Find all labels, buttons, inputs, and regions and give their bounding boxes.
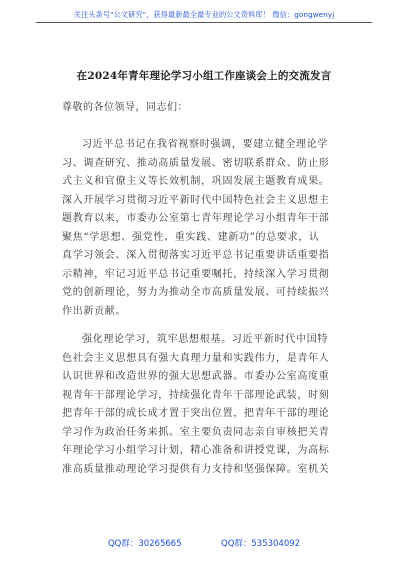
salutation: 尊敬的各位领导，同志们： <box>62 102 188 113</box>
header-banner: 关注头条号"公文研究"，获得最新最全最专业的公文资料库！ 微信：gongwenyj <box>73 10 335 19</box>
text-line: 强化理论学习，筑牢思想根基。习近平新时代中国特 <box>82 334 329 345</box>
text-line: 年理论学习小组学习计划，精心准备和讲授党课，为高标 <box>62 445 330 456</box>
footer-qq-left: QQ群：30265665 <box>107 539 182 549</box>
text-line: 习、调查研究、推动高质量发展、密切联系群众、防止形 <box>62 157 330 169</box>
text-line: 聚焦“学思想、强党性、重实践、建新功”的总要求，认 <box>62 231 320 243</box>
document-title: 在2024年青年理论学习小组工作座谈会上的交流发言 <box>76 70 332 82</box>
paragraph-2 <box>62 331 354 479</box>
text-line: 式主义和官僚主义等长效机制，巩固发展主题教育成果。 <box>62 176 330 187</box>
text-line: 学习作为政治任务来抓。室主要负责同志亲自审核把关青 <box>62 426 330 438</box>
text-line: 把青年干部的成长成才置于突出位置，把青年干部的理论 <box>62 408 330 419</box>
text-line: 色社会主义思想具有强大真理力量和实践伟力，是青年人 <box>62 352 330 364</box>
text-line: 示精神，牢记习近平总书记重要嘱托，持续深入学习贯彻 <box>62 268 330 280</box>
footer-qq-right: QQ群：535304092 <box>221 539 301 549</box>
text-line: 真学习领会、深入贯彻落实习近平总书记重要讲话重要指 <box>62 250 330 261</box>
footer-contact <box>0 537 408 549</box>
text-line: 党的创新理论，努力为推动全市高质量发展、可持续振兴 <box>62 287 330 298</box>
text-line: 题教育以来，市委办公室第七青年理论学习小组青年干部 <box>62 213 330 224</box>
text-line: 视青年干部理论学习，持续强化青年干部理论武装，时刻 <box>62 389 330 401</box>
text-line: 认识世界和改造世界的强大思想武器。市委办公室高度重 <box>62 371 330 382</box>
text-line: 准高质量推动理论学习提供有力支持和坚强保障。室机关 <box>62 463 330 475</box>
document-body <box>62 136 354 489</box>
text-line: 深入开展学习贯彻习近平新时代中国特色社会主义思想主 <box>62 194 330 206</box>
text-line: 习近平总书记在我省视察时强调，要建立健全理论学 <box>82 139 329 150</box>
paragraph-1 <box>62 136 354 321</box>
text-line: 作出新贡献。 <box>62 305 127 317</box>
header-divider <box>36 22 372 23</box>
